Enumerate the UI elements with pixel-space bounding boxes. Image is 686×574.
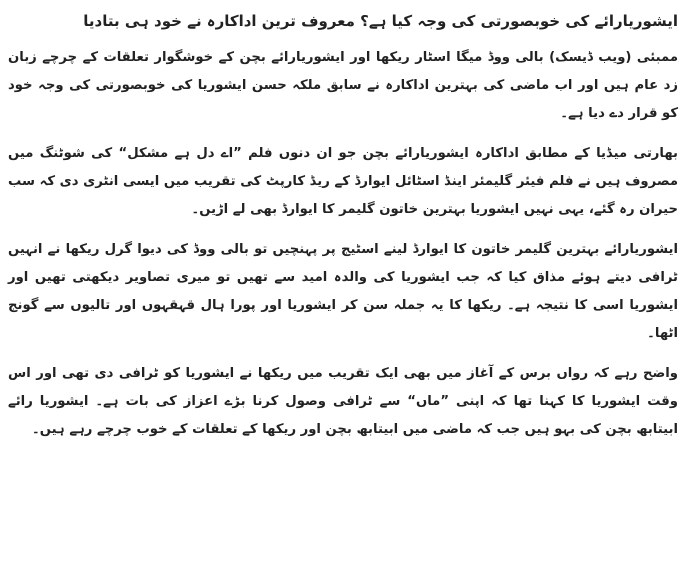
article-paragraph: ایشوریارائے بہترین گلیمر خاتون کا ایوارڈ لینے اسٹیج پر پہنچیں تو بالی ووڈ کی دیوا گرل ریکھا نے انہیں ٹرافی دیتے ہوئے مذاق کیا کہ جب ایشوریا کی والدہ امید سے تھیں تو میری تصاویر دیکھتی تھیں اور ایشوریا اسی کا نتیجہ ہے۔ ریکھا کا یہ جملہ سن کر ایشوریا اور پورا ہال قہقہوں اور تالیوں سے گونج اٹھا۔ <box>8 242 678 341</box>
article-headline: ایشوریارائے کی خوبصورتی کی وجہ کیا ہے؟ معروف ترین اداکارہ نے خود ہی بتادیا <box>83 12 678 30</box>
article-paragraph: ممبئی (ویب ڈیسک) بالی ووڈ میگا اسٹار ریکھا اور ایشوریارائے بچن کے خوشگوار تعلقات کے چرچے زبان زد عام ہیں اور اب ماضی کی بہترین اداکارہ نے سابق ملکہ حسن ایشوریا کی خوبصورتی کی وجہ خود کو قرار دے دیا ہے۔ <box>8 50 678 121</box>
article-paragraph: بھارتی میڈیا کے مطابق اداکارہ ایشوریارائے بچن جو ان دنوں فلم ”اے دل ہے مشکل“ کی شوٹنگ میں مصروف ہیں نے فلم فیئر گلیمئر اینڈ اسٹائل ایوارڈ کے ریڈ کارپٹ کی تقریب میں ایسی انٹری دی کہ سب حیران رہ گئے، یہی نہیں ایشوریا بہترین خاتون گلیمر کا ایوارڈ بھی لے اڑیں۔ <box>8 146 678 217</box>
article-paragraph: واضح رہے کہ رواں برس کے آغاز میں بھی ایک تقریب میں ریکھا نے ایشوریا کو ٹرافی دی تھی اور اس وقت ایشوریا کا کہنا تھا کہ اپنی ”ماں“ سے ٹرافی وصول کرنا بڑے اعزاز کی بات ہے۔ ایشوریا رائے ابیتابھ بچن کی بہو ہیں جب کہ ماضی میں ابیتابھ بچن اور ریکھا کے تعلقات کے خوب چرچے رہے ہیں۔ <box>8 366 678 437</box>
